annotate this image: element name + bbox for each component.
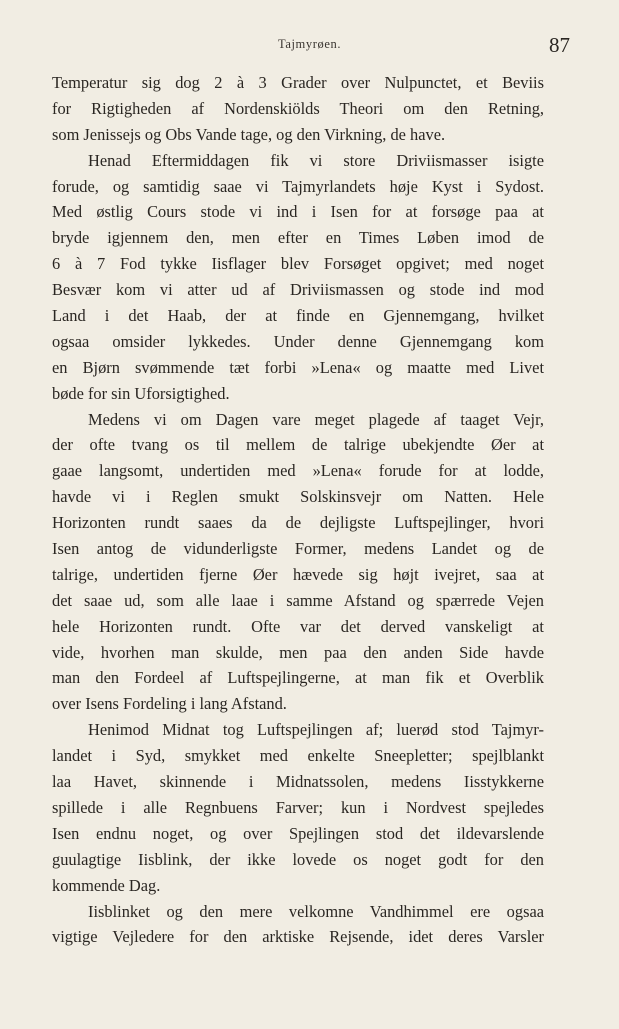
text-line: Henimod Midnat tog Luftspejlingen af; luerød stod Tajmyr- [88,720,544,740]
text-line: Isen antog de vidunderligste Former, medens Landet og de [52,539,544,559]
text-line: 6 à 7 Fod tykke Iisflager blev Forsøget opgivet; med noget [52,254,544,274]
text-line: Iisblinket og den mere velkomne Vandhimmel ere ogsaa [88,901,544,921]
body-text [52,70,544,950]
text-line: talrige, undertiden fjerne Øer hævede sig højt ivejret, saa at [52,564,544,584]
text-line: gaae langsomt, undertiden med »Lena« forude for at lodde, [52,461,544,481]
text-line: man den Fordeel af Luftspejlingerne, at man fik et Overblik [52,668,544,688]
text-line: landet i Syd, smykket med enkelte Sneepletter; spejlblankt [52,746,544,766]
text-line: Medens vi om Dagen vare meget plagede af taaget Vejr, [88,409,544,429]
text-line: Horizonten rundt saaes da de dejligste Luftspejlinger, hvori [52,513,544,533]
text-line: vigtige Vejledere for den arktiske Rejsende, idet deres Varsler [52,927,544,947]
running-head [0,33,619,57]
text-line: ogsaa omsider lykkedes. Under denne Gjennemgang kom [52,331,544,351]
text-line: en Bjørn svømmende tæt forbi »Lena« og maatte med Livet [52,357,544,377]
text-line: for Rigtigheden af Nordenskiölds Theori om den Retning, [52,98,544,118]
text-line: Temperatur sig dog 2 à 3 Grader over Nulpunctet, et Beviis [52,73,544,92]
text-line: Henad Eftermiddagen fik vi store Driviismasser isigte [88,150,544,170]
text-line: der ofte tvang os til mellem de talrige ubekjendte Øer at [52,435,544,455]
text-line: havde vi i Reglen smukt Solskinsvejr om Natten. Hele [52,487,544,507]
text-line: laa Havet, skinnende i Midnatssolen, medens Iisstykkerne [52,772,544,792]
running-title: Tajmyrøen. [277,37,342,51]
text-line: spillede i alle Regnbuens Farver; kun i Nordvest spejledes [52,797,544,817]
text-line: vide, hvorhen man skulde, men paa den anden Side havde [52,642,544,662]
text-line: Isen endnu noget, og over Spejlingen stod det ildevarslende [52,823,544,843]
text-line: over Isens Fordeling i lang Afstand. [52,694,287,714]
text-line: som Jenissejs og Obs Vande tage, og den Virkning, de have. [52,124,446,144]
text-line: guulagtige Iisblink, der ikke lovede os noget godt for den [52,849,544,869]
text-line: det saae ud, som alle laae i samme Afstand og spærrede Vejen [52,590,544,610]
text-line: Land i det Haab, der at finde en Gjennemgang, hvilket [52,306,544,326]
page-number: 87 [549,33,570,57]
text-line: bøde for sin Uforsigtighed. [52,383,230,403]
text-line: hele Horizonten rundt. Ofte var det derved vanskeligt at [52,616,544,636]
text-line: forude, og samtidig saae vi Tajmyrlandets høje Kyst i Sydost. [52,176,544,196]
text-line: Med østlig Cours stode vi ind i Isen for at forsøge paa at [52,202,544,222]
text-line: bryde igjennem den, men efter en Times Løben imod de [52,228,544,248]
text-line: Besvær kom vi atter ud af Driviismassen og stode ind mod [52,280,544,300]
text-line: kommende Dag. [52,875,161,895]
